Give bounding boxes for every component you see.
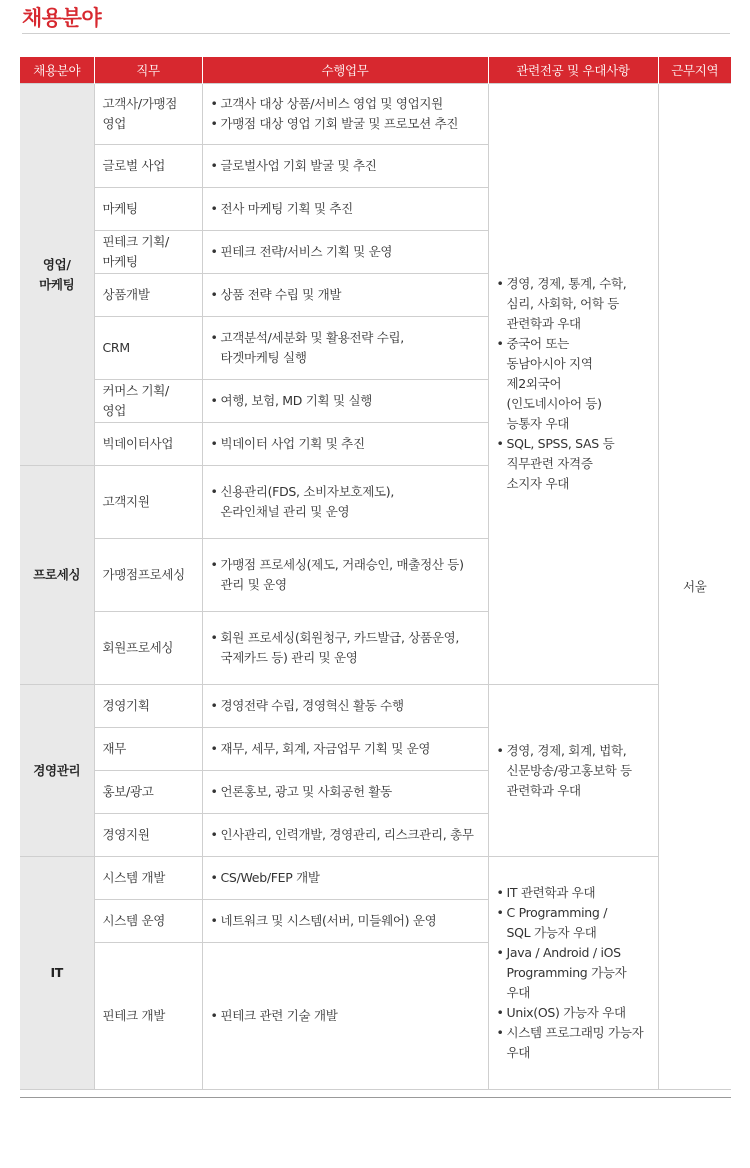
bullet-list [211, 156, 480, 176]
bullet-item: • 글로벌사업 기회 발굴 및 추진 [211, 156, 480, 176]
tasks-cell [202, 612, 488, 685]
bullet-item: • CS/Web/FEP 개발 [211, 868, 480, 888]
header-region: 근무지역 [658, 57, 731, 84]
bullet-item: • C Programming / SQL 가능자 우대 [497, 903, 650, 943]
tasks-cell [202, 380, 488, 423]
bullet-list [211, 868, 480, 888]
bullet-item: • 전사 마케팅 기획 및 추진 [211, 199, 480, 219]
job-cell: 글로벌 사업 [94, 145, 202, 188]
bullet-list [211, 628, 480, 668]
bullet-item: • 언론홍보, 광고 및 사회공헌 활동 [211, 782, 480, 802]
bullet-item: • 고객사 대상 상품/서비스 영업 및 영업지원 [211, 94, 480, 114]
tasks-cell [202, 814, 488, 857]
title-divider [22, 33, 730, 34]
bullet-list [211, 782, 480, 802]
tasks-cell [202, 771, 488, 814]
job-cell: 회원프로세싱 [94, 612, 202, 685]
bullet-item: • 빅데이터 사업 기획 및 추진 [211, 434, 480, 454]
bullet-item: • SQL, SPSS, SAS 등 직무관련 자격증 소지자 우대 [497, 434, 650, 494]
tasks-cell [202, 145, 488, 188]
bullet-item: • 시스템 프로그래밍 가능자 우대 [497, 1023, 650, 1063]
bullet-item: • 핀테크 전략/서비스 기획 및 운영 [211, 242, 480, 262]
region-cell: 서울 [658, 84, 731, 1090]
bullet-item: • 회원 프로세싱(회원청구, 카드발급, 상품운영, 국제카드 등) 관리 및 운영 [211, 628, 480, 668]
tasks-cell [202, 188, 488, 231]
bullet-list [497, 274, 650, 494]
bullet-item: • 재무, 세무, 회계, 자금업무 기획 및 운영 [211, 739, 480, 759]
tasks-cell [202, 423, 488, 466]
header-job: 직무 [94, 57, 202, 84]
job-cell: 커머스 기획/ 영업 [94, 380, 202, 423]
job-cell: 시스템 개발 [94, 857, 202, 900]
bullet-item: • 가맹점 대상 영업 기회 발굴 및 프로모션 추진 [211, 114, 480, 134]
bullet-list [497, 883, 650, 1063]
table-row [20, 685, 731, 728]
tasks-cell [202, 857, 488, 900]
job-cell: 재무 [94, 728, 202, 771]
job-cell: 가맹점프로세싱 [94, 539, 202, 612]
qualifications-cell-management [488, 685, 658, 857]
job-cell: 경영지원 [94, 814, 202, 857]
qualifications-cell-sales_processing [488, 84, 658, 685]
bullet-item: • 가맹점 프로세싱(제도, 거래승인, 매출정산 등) 관리 및 운영 [211, 555, 480, 595]
bullet-list [211, 328, 480, 368]
bullet-list [211, 434, 480, 454]
bullet-item: • 신용관리(FDS, 소비자보호제도), 온라인채널 관리 및 운영 [211, 482, 480, 522]
category-label: 영업/ 마케팅 [39, 256, 75, 292]
bullet-list [211, 1006, 480, 1026]
bullet-list [211, 825, 480, 845]
tasks-cell [202, 84, 488, 145]
bullet-item: • 상품 전략 수립 및 개발 [211, 285, 480, 305]
job-cell: 빅데이터사업 [94, 423, 202, 466]
tasks-cell [202, 317, 488, 380]
bullet-list [211, 739, 480, 759]
bullet-item: • 경영전략 수립, 경영혁신 활동 수행 [211, 696, 480, 716]
header-qualifications: 관련전공 및 우대사항 [488, 57, 658, 84]
bullet-item: • 인사관리, 인력개발, 경영관리, 리스크관리, 총무 [211, 825, 480, 845]
tasks-cell [202, 685, 488, 728]
job-cell: 고객사/가맹점 영업 [94, 84, 202, 145]
bullet-list [211, 911, 480, 931]
bullet-list [211, 94, 480, 134]
bullet-item: • 네트워크 및 시스템(서버, 미들웨어) 운영 [211, 911, 480, 931]
category-label: 경영관리 [33, 762, 81, 778]
bullet-list [211, 285, 480, 305]
header-tasks: 수행업무 [202, 57, 488, 84]
qualifications-cell-it [488, 857, 658, 1090]
table-row [20, 84, 731, 145]
table-row [20, 857, 731, 900]
bullet-item: • Java / Android / iOS Programming 가능자 우대 [497, 943, 650, 1003]
tasks-cell [202, 231, 488, 274]
tasks-cell [202, 274, 488, 317]
job-cell: 핀테크 개발 [94, 943, 202, 1090]
tasks-cell [202, 466, 488, 539]
category-cell-processing [20, 466, 94, 685]
job-cell: 시스템 운영 [94, 900, 202, 943]
category-label: IT [50, 965, 64, 980]
category-label: 프로세싱 [33, 567, 81, 582]
job-cell: 고객지원 [94, 466, 202, 539]
bullet-list [497, 741, 650, 801]
bullet-item: • Unix(OS) 가능자 우대 [497, 1003, 650, 1023]
tasks-cell [202, 539, 488, 612]
job-cell: 핀테크 기획/ 마케팅 [94, 231, 202, 274]
bullet-item: • 핀테크 관련 기술 개발 [211, 1006, 480, 1026]
table-header-row [20, 57, 731, 84]
job-cell: 홍보/광고 [94, 771, 202, 814]
bullet-list [211, 391, 480, 411]
bullet-item: • IT 관련학과 우대 [497, 883, 650, 903]
bullet-list [211, 199, 480, 219]
bullet-item: • 경영, 경제, 통계, 수학, 심리, 사회학, 어학 등 관련학과 우대 [497, 274, 650, 334]
tasks-cell [202, 728, 488, 771]
tasks-cell [202, 943, 488, 1090]
category-cell-management [20, 685, 94, 857]
recruitment-table [20, 57, 731, 1090]
page-title: 채용분야 [22, 6, 102, 30]
job-cell: 마케팅 [94, 188, 202, 231]
category-cell-sales [20, 84, 94, 466]
bullet-list [211, 555, 480, 595]
job-cell: 상품개발 [94, 274, 202, 317]
bullet-item: • 여행, 보험, MD 기획 및 실행 [211, 391, 480, 411]
category-cell-it [20, 857, 94, 1090]
bullet-item: • 중국어 또는 동남아시아 지역 제2외국어 (인도네시아어 등) 능통자 우대 [497, 334, 650, 434]
bullet-item: • 경영, 경제, 회계, 법학, 신문방송/광고홍보학 등 관련학과 우대 [497, 741, 650, 801]
job-cell: 경영기획 [94, 685, 202, 728]
bullet-list [211, 482, 480, 522]
bullet-item: • 고객분석/세분화 및 활용전략 수립, 타겟마케팅 실행 [211, 328, 480, 368]
job-cell: CRM [94, 317, 202, 380]
header-category: 채용분야 [20, 57, 94, 84]
bullet-list [211, 696, 480, 716]
tasks-cell [202, 900, 488, 943]
table-bottom-rule [20, 1097, 731, 1098]
bullet-list [211, 242, 480, 262]
